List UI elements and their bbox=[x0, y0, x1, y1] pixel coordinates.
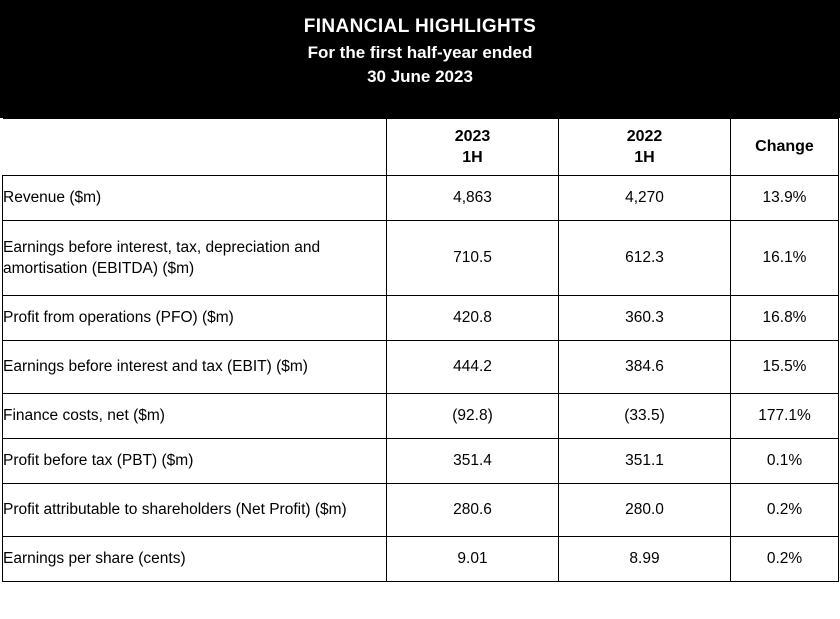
row-value-2022: 351.1 bbox=[559, 439, 731, 484]
row-value-2023: 420.8 bbox=[387, 296, 559, 341]
row-label: Earnings before interest and tax (EBIT) ($m) bbox=[3, 341, 387, 394]
row-label: Profit from operations (PFO) ($m) bbox=[3, 296, 387, 341]
table-row bbox=[3, 296, 839, 341]
table-row bbox=[3, 537, 839, 582]
row-value-2022: 280.0 bbox=[559, 484, 731, 537]
table-row bbox=[3, 439, 839, 484]
table-header-row bbox=[3, 119, 839, 176]
table-row bbox=[3, 176, 839, 221]
banner-subtitle-period: For the first half-year ended bbox=[307, 42, 533, 62]
page-banner bbox=[0, 0, 840, 118]
row-value-change: 0.2% bbox=[731, 537, 839, 582]
row-value-change: 16.1% bbox=[731, 221, 839, 296]
row-label: Finance costs, net ($m) bbox=[3, 394, 387, 439]
row-value-2023: 710.5 bbox=[387, 221, 559, 296]
row-value-2022: 8.99 bbox=[559, 537, 731, 582]
row-label: Revenue ($m) bbox=[3, 176, 387, 221]
row-value-2023: (92.8) bbox=[387, 394, 559, 439]
table-row bbox=[3, 341, 839, 394]
column-header-2022-year: 2022 bbox=[626, 127, 663, 145]
row-value-change: 16.8% bbox=[731, 296, 839, 341]
row-value-2022: 4,270 bbox=[559, 176, 731, 221]
row-value-change: 177.1% bbox=[731, 394, 839, 439]
row-value-2023: 9.01 bbox=[387, 537, 559, 582]
column-header-change: Change bbox=[731, 119, 839, 176]
column-header-2023 bbox=[387, 119, 559, 176]
column-header-2022-period: 1H bbox=[634, 149, 655, 166]
column-header-2023-year: 2023 bbox=[454, 127, 491, 145]
row-value-2022: (33.5) bbox=[559, 394, 731, 439]
row-value-2023: 280.6 bbox=[387, 484, 559, 537]
financial-highlights-table bbox=[2, 118, 839, 582]
row-label: Earnings before interest, tax, depreciation and amortisation (EBITDA) ($m) bbox=[3, 221, 387, 296]
column-header-2022 bbox=[559, 119, 731, 176]
table-row bbox=[3, 394, 839, 439]
row-value-2023: 444.2 bbox=[387, 341, 559, 394]
banner-subtitle-date: 30 June 2023 bbox=[367, 67, 473, 87]
row-value-2022: 360.3 bbox=[559, 296, 731, 341]
table-row bbox=[3, 484, 839, 537]
column-header-2023-period: 1H bbox=[462, 149, 483, 166]
column-header-label bbox=[3, 119, 387, 176]
row-value-2022: 612.3 bbox=[559, 221, 731, 296]
row-value-change: 15.5% bbox=[731, 341, 839, 394]
row-value-2023: 351.4 bbox=[387, 439, 559, 484]
row-value-change: 0.2% bbox=[731, 484, 839, 537]
row-label: Profit before tax (PBT) ($m) bbox=[3, 439, 387, 484]
row-value-change: 13.9% bbox=[731, 176, 839, 221]
table-row bbox=[3, 221, 839, 296]
banner-title: FINANCIAL HIGHLIGHTS bbox=[303, 16, 537, 37]
row-value-2022: 384.6 bbox=[559, 341, 731, 394]
row-value-change: 0.1% bbox=[731, 439, 839, 484]
row-label: Earnings per share (cents) bbox=[3, 537, 387, 582]
row-label: Profit attributable to shareholders (Net Profit) ($m) bbox=[3, 484, 387, 537]
row-value-2023: 4,863 bbox=[387, 176, 559, 221]
